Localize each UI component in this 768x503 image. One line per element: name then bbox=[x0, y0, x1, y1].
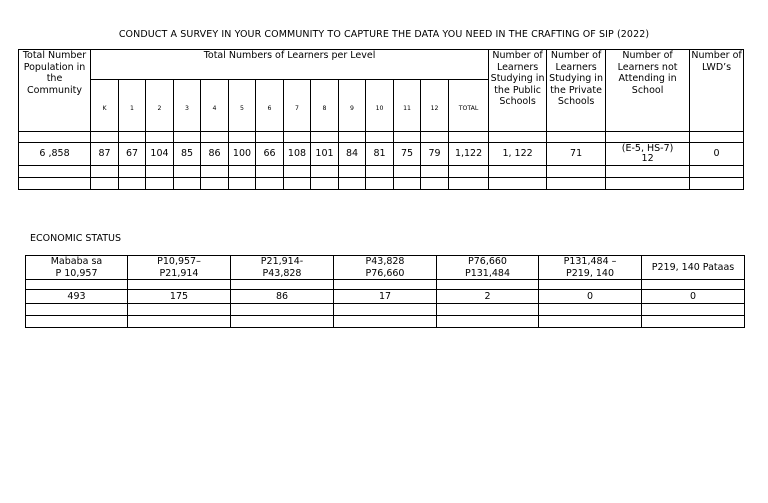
header-private-schools: Number of Learners Studying in the Private Schools bbox=[547, 50, 606, 132]
lwd-value: 0 bbox=[690, 143, 744, 166]
data-row bbox=[19, 143, 744, 166]
level-header: 4 bbox=[201, 80, 229, 132]
private-schools-value: 71 bbox=[547, 143, 606, 166]
level-header-total: TOTAL bbox=[449, 80, 489, 132]
bracket-header: P219, 140 Pataas bbox=[642, 256, 745, 280]
level-value: 108 bbox=[284, 143, 311, 166]
level-value: 66 bbox=[256, 143, 284, 166]
bracket-header: Mababa sa P 10,957 bbox=[26, 256, 128, 280]
level-value: 75 bbox=[394, 143, 421, 166]
level-header: 2 bbox=[146, 80, 174, 132]
total-population-value: 6 ,858 bbox=[19, 143, 91, 166]
bracket-header-row bbox=[26, 256, 745, 280]
not-attending-total: 12 bbox=[641, 153, 654, 164]
blank-row bbox=[26, 280, 745, 290]
level-header: K bbox=[91, 80, 119, 132]
bracket-header: P21,914- P43,828 bbox=[231, 256, 334, 280]
learner-survey-table bbox=[18, 49, 744, 190]
public-schools-value: 1, 122 bbox=[489, 143, 547, 166]
level-total-value: 1,122 bbox=[449, 143, 489, 166]
bracket-value: 17 bbox=[334, 290, 437, 304]
economic-values-row bbox=[26, 290, 745, 304]
not-attending-breakdown: (E-5, HS-7) bbox=[621, 143, 674, 154]
bracket-value: 86 bbox=[231, 290, 334, 304]
bracket-value: 175 bbox=[128, 290, 231, 304]
blank-row bbox=[19, 166, 744, 178]
blank-row bbox=[26, 316, 745, 328]
level-value: 100 bbox=[229, 143, 256, 166]
bracket-value: 493 bbox=[26, 290, 128, 304]
level-header: 3 bbox=[174, 80, 201, 132]
bracket-value: 0 bbox=[539, 290, 642, 304]
level-header: 7 bbox=[284, 80, 311, 132]
header-not-attending: Number of Learners not Attending in School bbox=[606, 50, 690, 132]
level-value: 86 bbox=[201, 143, 229, 166]
bracket-value: 0 bbox=[642, 290, 745, 304]
header-public-schools: Number of Learners Studying in the Public Schools bbox=[489, 50, 547, 132]
level-header: 11 bbox=[394, 80, 421, 132]
bracket-value: 2 bbox=[437, 290, 539, 304]
bracket-header: P43,828 P76,660 bbox=[334, 256, 437, 280]
level-value: 85 bbox=[174, 143, 201, 166]
level-value: 87 bbox=[91, 143, 119, 166]
level-header: 12 bbox=[421, 80, 449, 132]
level-header: 8 bbox=[311, 80, 339, 132]
level-header: 5 bbox=[229, 80, 256, 132]
not-attending-value bbox=[606, 143, 690, 166]
blank-row bbox=[26, 304, 745, 316]
header-learners-per-level: Total Numbers of Learners per Level bbox=[91, 50, 489, 80]
level-value: 104 bbox=[146, 143, 174, 166]
bracket-header: P76,660 P131,484 bbox=[437, 256, 539, 280]
bracket-header: P10,957– P21,914 bbox=[128, 256, 231, 280]
level-header: 6 bbox=[256, 80, 284, 132]
economic-status-label: ECONOMIC STATUS bbox=[30, 233, 121, 244]
level-value: 84 bbox=[339, 143, 366, 166]
blank-row bbox=[19, 132, 744, 143]
header-total-population: Total Number Population in the Community bbox=[19, 50, 91, 132]
level-value: 101 bbox=[311, 143, 339, 166]
level-value: 81 bbox=[366, 143, 394, 166]
bracket-header: P131,484 – P219, 140 bbox=[539, 256, 642, 280]
level-header: 1 bbox=[119, 80, 146, 132]
level-value: 67 bbox=[119, 143, 146, 166]
economic-status-table bbox=[25, 255, 745, 328]
blank-row bbox=[19, 178, 744, 190]
level-value: 79 bbox=[421, 143, 449, 166]
level-header: 10 bbox=[366, 80, 394, 132]
page-title: CONDUCT A SURVEY IN YOUR COMMUNITY TO CAPTURE THE DATA YOU NEED IN THE CRAFTING OF SIP (2022) bbox=[118, 29, 650, 40]
header-lwd: Number of LWD’s bbox=[690, 50, 744, 132]
level-header: 9 bbox=[339, 80, 366, 132]
